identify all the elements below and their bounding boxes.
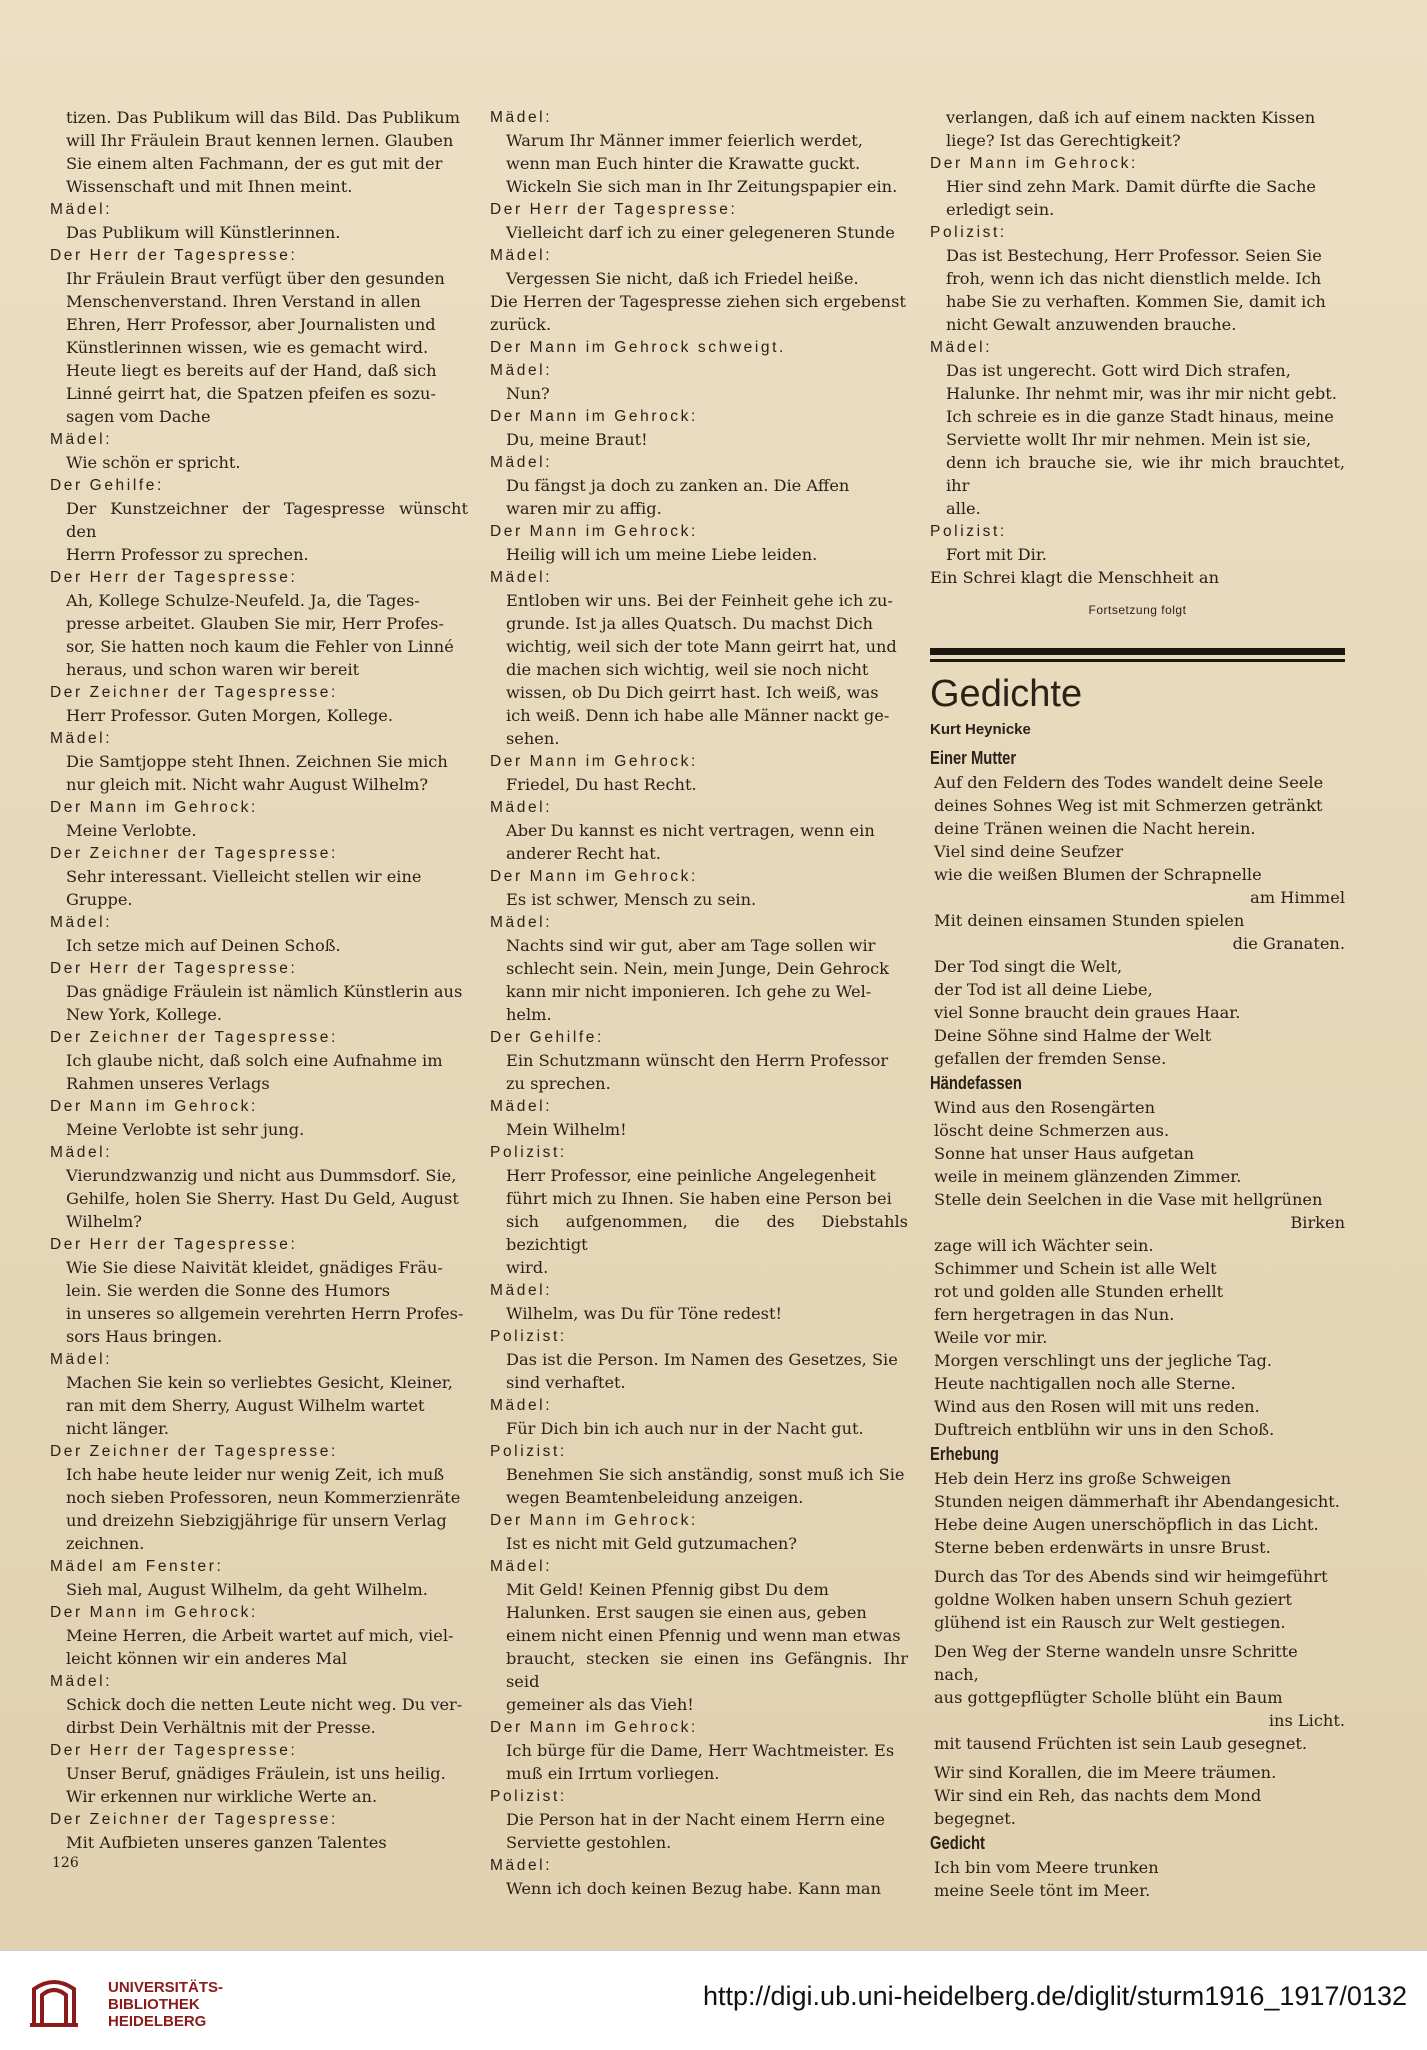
dialogue-line: Ich setze mich auf Deinen Schoß. bbox=[66, 936, 341, 955]
speaker-label: Der Mann im Gehrock: bbox=[50, 799, 258, 816]
speaker-label: Der Herr der Tagespresse: bbox=[50, 1236, 298, 1253]
dialogue-line: Rahmen unseres Verlags bbox=[66, 1074, 270, 1093]
dialogue-line: Ehren, Herr Professor, aber Journalisten und bbox=[66, 315, 436, 334]
dialogue-line: Für Dich bin ich auch nur in der Nacht gut. bbox=[506, 1419, 864, 1438]
dialogue-line: Wilhelm? bbox=[66, 1212, 142, 1231]
speaker-label: Der Mann im Gehrock: bbox=[490, 523, 698, 540]
speaker-label: Der Mann im Gehrock: bbox=[490, 1512, 698, 1529]
poem-title: Einer Mutter bbox=[930, 748, 1017, 768]
dialogue-line: wichtig, weil sich der tote Mann geirrt hat, und bbox=[506, 637, 897, 656]
dialogue-line: gemeiner als das Vieh! bbox=[506, 1695, 694, 1714]
speaker-label: Der Gehilfe: bbox=[490, 1029, 604, 1046]
column-right bbox=[930, 106, 1345, 1902]
dialogue-line: Benehmen Sie sich anständig, sonst muß ich Sie bbox=[506, 1465, 905, 1484]
speaker-label: Mädel: bbox=[490, 362, 553, 379]
dialogue-line: erledigt sein. bbox=[946, 200, 1055, 219]
dialogue-line: zu sprechen. bbox=[506, 1074, 611, 1093]
poem-title: Erhebung bbox=[930, 1444, 999, 1464]
dialogue-line: presse arbeitet. Glauben Sie mir, Herr Profes- bbox=[66, 614, 444, 633]
speaker-label: Mädel: bbox=[490, 1397, 553, 1414]
section-rule-thick bbox=[930, 648, 1345, 655]
dialogue-line: schlecht sein. Nein, mein Junge, Dein Gehrock bbox=[506, 959, 889, 978]
dialogue-line: Machen Sie kein so verliebtes Gesicht, Kleiner, bbox=[66, 1373, 453, 1392]
dialogue-line: verlangen, daß ich auf einem nackten Kissen bbox=[946, 108, 1316, 127]
speaker-label: Der Mann im Gehrock: bbox=[490, 868, 698, 885]
dialogue-line: Wir erkennen nur wirkliche Werte an. bbox=[66, 1787, 378, 1806]
poem-line: Sterne beben erdenwärts in unsre Brust. bbox=[934, 1538, 1271, 1557]
dialogue-line: in unseres so allgemein verehrten Herrn Profes- bbox=[66, 1304, 464, 1323]
poem-line: Weile vor mir. bbox=[934, 1328, 1048, 1347]
poem-title: Händefassen bbox=[930, 1073, 1022, 1093]
poem-line: ins Licht. bbox=[1268, 1711, 1345, 1730]
poem-line: glühend ist ein Rausch zur Welt gestiegen. bbox=[934, 1613, 1286, 1632]
dialogue-line: Wie Sie diese Naivität kleidet, gnädiges Fräu- bbox=[66, 1258, 443, 1277]
dialogue-line: heraus, und schon waren wir bereit bbox=[66, 660, 360, 679]
speaker-label: Polizist: bbox=[490, 1144, 567, 1161]
poem-author: Kurt Heynicke bbox=[930, 721, 1031, 738]
dialogue-line: sich aufgenommen, die des Diebstahls bezichtigt bbox=[506, 1212, 908, 1254]
speaker-label: Polizist: bbox=[930, 523, 1007, 540]
poem-line: rot und golden alle Stunden erhellt bbox=[934, 1282, 1224, 1301]
poem-line: Durch das Tor des Abends sind wir heimgeführt bbox=[934, 1567, 1328, 1586]
dialogue-line: sind verhaftet. bbox=[506, 1373, 626, 1392]
column-middle bbox=[490, 106, 908, 1900]
dialogue-line: Hier sind zehn Mark. Damit dürfte die Sache bbox=[946, 177, 1316, 196]
poem-line: Wind aus den Rosen will mit uns reden. bbox=[934, 1397, 1260, 1416]
dialogue-line: Herr Professor. Guten Morgen, Kollege. bbox=[66, 706, 394, 725]
poem-line: Wir sind ein Reh, das nachts dem Mond begegnet. bbox=[934, 1786, 1262, 1828]
poem-line: Der Tod singt die Welt, bbox=[934, 957, 1123, 976]
dialogue-line: Halunke. Ihr nehmt mir, was ihr mir nicht gebt. bbox=[946, 384, 1337, 403]
dialogue-line: sors Haus bringen. bbox=[66, 1327, 223, 1346]
dialogue-line: Schick doch die netten Leute nicht weg. Du ver- bbox=[66, 1695, 463, 1714]
poem-line: wie die weißen Blumen der Schrapnelle bbox=[934, 865, 1262, 884]
speaker-label: Der Herr der Tagespresse: bbox=[490, 201, 738, 218]
poem-line: Birken bbox=[1290, 1213, 1345, 1232]
dialogue-line: Die Person hat in der Nacht einem Herrn eine bbox=[506, 1810, 886, 1829]
poem-line: gefallen der fremden Sense. bbox=[934, 1049, 1167, 1068]
speaker-label: Der Mann im Gehrock: bbox=[50, 1098, 258, 1115]
stage-direction: Ein Schrei klagt die Menschheit an bbox=[930, 568, 1219, 587]
speaker-label: Der Mann im Gehrock: bbox=[50, 1604, 258, 1621]
poem-line: Wir sind Korallen, die im Meere träumen. bbox=[934, 1763, 1277, 1782]
poem-line: deines Sohnes Weg ist mit Schmerzen getränkt bbox=[934, 796, 1323, 815]
speaker-label: Polizist: bbox=[930, 224, 1007, 241]
speaker-label: Mädel: bbox=[490, 454, 553, 471]
dialogue-line: nicht länger. bbox=[66, 1419, 170, 1438]
speaker-label: Der Herr der Tagespresse: bbox=[50, 960, 298, 977]
poem-line: Heute nachtigallen noch alle Sterne. bbox=[934, 1374, 1236, 1393]
dialogue-line: Meine Verlobte ist sehr jung. bbox=[66, 1120, 305, 1139]
poem-line: Heb dein Herz ins große Schweigen bbox=[934, 1469, 1232, 1488]
poem-line: der Tod ist all deine Liebe, bbox=[934, 980, 1153, 999]
speaker-label: Polizist: bbox=[490, 1788, 567, 1805]
speaker-label: Mädel: bbox=[490, 1282, 553, 1299]
dialogue-line: Der Kunstzeichner der Tagespresse wünscht den bbox=[66, 499, 468, 541]
poem-title: Gedicht bbox=[930, 1833, 985, 1853]
speaker-label: Der Mann im Gehrock: bbox=[490, 408, 698, 425]
section-title: Gedichte bbox=[930, 673, 1083, 715]
poem-line: zage will ich Wächter sein. bbox=[934, 1236, 1154, 1255]
dialogue-line: nicht Gewalt anzuwenden brauche. bbox=[946, 315, 1237, 334]
speaker-label: Polizist: bbox=[490, 1328, 567, 1345]
poem-list bbox=[930, 745, 1345, 1902]
dialogue-line: anderer Recht hat. bbox=[506, 844, 661, 863]
dialogue-line: Du, meine Braut! bbox=[506, 430, 648, 449]
speaker-label: Mädel: bbox=[490, 569, 553, 586]
speaker-label: Mädel: bbox=[490, 1857, 553, 1874]
dialogue-line: Wissenschaft und mit Ihnen meint. bbox=[66, 177, 353, 196]
speaker-label: Der Zeichner der Tagespresse: bbox=[50, 1029, 338, 1046]
speaker-label: Der Gehilfe: bbox=[50, 477, 164, 494]
dialogue-line: noch sieben Professoren, neun Kommerzienräte bbox=[66, 1488, 461, 1507]
dialogue-line: Vergessen Sie nicht, daß ich Friedel heiße. bbox=[506, 269, 859, 288]
dialogue-line: sor, Sie hatten noch kaum die Fehler von Linné bbox=[66, 637, 454, 656]
library-name-line1: UNIVERSITÄTS- bbox=[108, 1979, 224, 1996]
poem-line: die Granaten. bbox=[1232, 934, 1345, 953]
dialogue-line: einem nicht einen Pfennig und wenn man etwas bbox=[506, 1626, 901, 1645]
speaker-label: Der Zeichner der Tagespresse: bbox=[50, 1811, 338, 1828]
dialogue-line: Mit Aufbieten unseres ganzen Talentes bbox=[66, 1833, 387, 1852]
poem-line: Ich bin vom Meere trunken bbox=[934, 1858, 1159, 1877]
dialogue-line: Das gnädige Fräulein ist nämlich Künstlerin aus bbox=[66, 982, 463, 1001]
dialogue-line: zeichnen. bbox=[66, 1534, 145, 1553]
poem-line: viel Sonne braucht dein graues Haar. bbox=[934, 1003, 1241, 1022]
poem-line: Wind aus den Rosengärten bbox=[934, 1098, 1156, 1117]
speaker-label: Der Zeichner der Tagespresse: bbox=[50, 1443, 338, 1460]
dialogue-line: Heute liegt es bereits auf der Hand, daß sich bbox=[66, 361, 437, 380]
dialogue-line: Ist es nicht mit Geld gutzumachen? bbox=[506, 1534, 797, 1553]
speaker-label: Mädel: bbox=[490, 1098, 553, 1115]
poem-line: Deine Söhne sind Halme der Welt bbox=[934, 1026, 1212, 1045]
library-name-line2: BIBLIOTHEK bbox=[108, 1996, 200, 2013]
dialogue-line: Herr Professor, eine peinliche Angelegenheit bbox=[506, 1166, 876, 1185]
speaker-label: Der Mann im Gehrock: bbox=[490, 753, 698, 770]
poem-line: Duftreich entblühn wir uns in den Schoß. bbox=[934, 1420, 1275, 1439]
dialogue-line: habe Sie zu verhaften. Kommen Sie, damit ich bbox=[946, 292, 1326, 311]
speaker-label: Mädel: bbox=[50, 730, 113, 747]
dialogue-line: liege? Ist das Gerechtigkeit? bbox=[946, 131, 1181, 150]
drama-continuation bbox=[930, 106, 1345, 589]
poem-line: löscht deine Schmerzen aus. bbox=[934, 1121, 1170, 1140]
speaker-label: Mädel: bbox=[490, 1558, 553, 1575]
dialogue-line: Ich bürge für die Dame, Herr Wachtmeister. Es bbox=[506, 1741, 895, 1760]
speaker-label: Der Zeichner der Tagespresse: bbox=[50, 684, 338, 701]
dialogue-line: Menschenverstand. Ihren Verstand in allen bbox=[66, 292, 421, 311]
dialogue-line: leicht können wir ein anderes Mal bbox=[66, 1649, 348, 1668]
dialogue-line: Meine Herren, die Arbeit wartet auf mich, viel- bbox=[66, 1626, 454, 1645]
speaker-label: Mädel: bbox=[930, 339, 993, 356]
dialogue-line: Friedel, Du hast Recht. bbox=[506, 775, 697, 794]
dialogue-line: denn ich brauche sie, wie ihr mich brauchtet, ihr bbox=[946, 453, 1345, 495]
dialogue-line: nur gleich mit. Nicht wahr August Wilhelm? bbox=[66, 775, 429, 794]
poem-line: Mit deinen einsamen Stunden spielen bbox=[934, 911, 1245, 930]
dialogue-line: Serviette wollt Ihr mir nehmen. Mein ist sie, bbox=[946, 430, 1312, 449]
dialogue-line: Das ist ungerecht. Gott wird Dich strafen, bbox=[946, 361, 1291, 380]
dialogue-line: wird. bbox=[506, 1258, 549, 1277]
library-name-line3: HEIDELBERG bbox=[108, 2013, 207, 2030]
dialogue-line: New York, Kollege. bbox=[66, 1005, 223, 1024]
poem-line: Stunden neigen dämmerhaft ihr Abendangesicht. bbox=[934, 1492, 1340, 1511]
dialogue-line: Wilhelm, was Du für Töne redest! bbox=[506, 1304, 782, 1323]
poem-line: Schimmer und Schein ist alle Welt bbox=[934, 1259, 1217, 1278]
dialogue-line: und dreizehn Siebzigjährige für unsern Verlag bbox=[66, 1511, 447, 1530]
dialogue-line: muß ein Irrtum vorliegen. bbox=[506, 1764, 720, 1783]
dialogue-line: sehen. bbox=[506, 729, 560, 748]
dialogue-line: Sehr interessant. Vielleicht stellen wir eine bbox=[66, 867, 422, 886]
dialogue-line: Gehilfe, holen Sie Sherry. Hast Du Geld, August bbox=[66, 1189, 459, 1208]
dialogue-line: Künstlerinnen wissen, wie es gemacht wird. bbox=[66, 338, 429, 357]
speaker-label: Mädel: bbox=[490, 109, 553, 126]
dialogue-line: Wickeln Sie sich man in Ihr Zeitungspapier ein. bbox=[506, 177, 898, 196]
dialogue-line: Das ist Bestechung, Herr Professor. Seien Sie bbox=[946, 246, 1322, 265]
dialogue-line: Ich habe heute leider nur wenig Zeit, ich muß bbox=[66, 1465, 445, 1484]
dialogue-line: Die Samtjoppe steht Ihnen. Zeichnen Sie mich bbox=[66, 752, 448, 771]
poem-line: deine Tränen weinen die Nacht herein. bbox=[934, 819, 1256, 838]
dialogue-line: wenn man Euch hinter die Krawatte guckt. bbox=[506, 154, 861, 173]
poem-line: meine Seele tönt im Meer. bbox=[934, 1881, 1151, 1900]
speaker-label: Mädel: bbox=[490, 799, 553, 816]
poem-line: mit tausend Früchten ist sein Laub gesegnet. bbox=[934, 1734, 1308, 1753]
page-number: 126 bbox=[52, 1855, 79, 1871]
dialogue-line: Halunken. Erst saugen sie einen aus, geben bbox=[506, 1603, 867, 1622]
speaker-label: Mädel: bbox=[50, 914, 113, 931]
dialogue-line: Aber Du kannst es nicht vertragen, wenn ein bbox=[506, 821, 875, 840]
speaker-label: Mädel: bbox=[490, 247, 553, 264]
dialogue-line: wegen Beamtenbeleidung anzeigen. bbox=[506, 1488, 804, 1507]
stage-direction: Die Herren der Tagespresse ziehen sich ergebenst bbox=[490, 292, 906, 311]
speaker-label: Der Herr der Tagespresse: bbox=[50, 1742, 298, 1759]
dialogue-line: Mein Wilhelm! bbox=[506, 1120, 627, 1139]
dialogue-line: führt mich zu Ihnen. Sie haben eine Person bei bbox=[506, 1189, 892, 1208]
speaker-label: Mädel am Fenster: bbox=[50, 1558, 224, 1575]
dialogue-line: ran mit dem Sherry, August Wilhelm wartet bbox=[66, 1396, 425, 1415]
dialogue-line: Nachts sind wir gut, aber am Tage sollen wir bbox=[506, 936, 876, 955]
dialogue-line: will Ihr Fräulein Braut kennen lernen. Glauben bbox=[66, 131, 454, 150]
dialogue-line: kann mir nicht imponieren. Ich gehe zu Wel- bbox=[506, 982, 872, 1001]
poem-line: Auf den Feldern des Todes wandelt deine Seele bbox=[934, 773, 1324, 792]
poem-line: weile in meinem glänzenden Zimmer. bbox=[934, 1167, 1242, 1186]
speaker-label: Mädel: bbox=[50, 431, 113, 448]
book-arch-icon bbox=[28, 1975, 80, 2029]
continuation-note: Fortsetzung folgt bbox=[1088, 603, 1187, 617]
dialogue-line: Es ist schwer, Mensch zu sein. bbox=[506, 890, 757, 909]
poem-line: Viel sind deine Seufzer bbox=[934, 842, 1124, 861]
poem-line: fern hergetragen in das Nun. bbox=[934, 1305, 1175, 1324]
dialogue-line: Vierundzwanzig und nicht aus Dummsdorf. Sie, bbox=[66, 1166, 457, 1185]
dialogue-line: Entloben wir uns. Bei der Feinheit gehe ich zu- bbox=[506, 591, 893, 610]
dialogue-line: Vielleicht darf ich zu einer gelegeneren Stunde bbox=[506, 223, 895, 242]
poem-line: Hebe deine Augen unerschöpflich in das Licht. bbox=[934, 1515, 1319, 1534]
dialogue-line: dirbst Dein Verhältnis mit der Presse. bbox=[66, 1718, 376, 1737]
dialogue-line: Ein Schutzmann wünscht den Herrn Professor bbox=[506, 1051, 889, 1070]
dialogue-line: tizen. Das Publikum will das Bild. Das Publikum bbox=[66, 108, 460, 127]
dialogue-line: ich weiß. Denn ich habe alle Männer nackt ge- bbox=[506, 706, 890, 725]
dialogue-line: Fort mit Dir. bbox=[946, 545, 1047, 564]
poem-line: Stelle dein Seelchen in die Vase mit hellgrünen bbox=[934, 1190, 1323, 1209]
dialogue-line: sagen vom Dache bbox=[66, 407, 211, 426]
dialogue-line: Heilig will ich um meine Liebe leiden. bbox=[506, 545, 818, 564]
dialogue-line: lein. Sie werden die Sonne des Humors bbox=[66, 1281, 391, 1300]
poem-line: Morgen verschlingt uns der jegliche Tag. bbox=[934, 1351, 1272, 1370]
dialogue-line: Gruppe. bbox=[66, 890, 133, 909]
speaker-label: Der Mann im Gehrock: bbox=[930, 155, 1138, 172]
dialogue-line: helm. bbox=[506, 1005, 552, 1024]
poem-line: Sonne hat unser Haus aufgetan bbox=[934, 1144, 1194, 1163]
dialogue-line: Sie einem alten Fachmann, der es gut mit der bbox=[66, 154, 443, 173]
dialogue-line: wissen, ob Du Dich geirrt hast. Ich weiß, was bbox=[506, 683, 879, 702]
dialogue-line: Meine Verlobte. bbox=[66, 821, 197, 840]
dialogue-line: Warum Ihr Männer immer feierlich werdet, bbox=[506, 131, 863, 150]
dialogue-line: die machen sich wichtig, weil sie noch nicht bbox=[506, 660, 869, 679]
speaker-label: Polizist: bbox=[490, 1443, 567, 1460]
speaker-label: Der Mann im Gehrock schweigt. bbox=[490, 339, 786, 356]
dialogue-line: Nun? bbox=[506, 384, 550, 403]
viewer-footer bbox=[0, 1950, 1427, 2050]
speaker-label: Mädel: bbox=[490, 914, 553, 931]
column-left bbox=[50, 106, 468, 1854]
poem-line: aus gottgepflügter Scholle blüht ein Baum bbox=[934, 1688, 1283, 1707]
dialogue-line: Unser Beruf, gnädiges Fräulein, ist uns heilig. bbox=[66, 1764, 446, 1783]
speaker-label: Der Zeichner der Tagespresse: bbox=[50, 845, 338, 862]
dialogue-line: froh, wenn ich das nicht dienstlich melde. Ich bbox=[946, 269, 1322, 288]
dialogue-line: alle. bbox=[946, 499, 981, 518]
speaker-label: Der Mann im Gehrock: bbox=[490, 1719, 698, 1736]
dialogue-line: Linné geirrt hat, die Spatzen pfeifen es sozu- bbox=[66, 384, 436, 403]
dialogue-line: Ich schreie es in die ganze Stadt hinaus, meine bbox=[946, 407, 1334, 426]
dialogue-line: Serviette gestohlen. bbox=[506, 1833, 672, 1852]
library-name bbox=[108, 1979, 223, 2030]
speaker-label: Mädel: bbox=[50, 1351, 113, 1368]
dialogue-line: Mit Geld! Keinen Pfennig gibst Du dem bbox=[506, 1580, 829, 1599]
dialogue-line: waren mir zu affig. bbox=[506, 499, 662, 518]
dialogue-line: Das ist die Person. Im Namen des Gesetzes, Sie bbox=[506, 1350, 898, 1369]
dialogue-line: Du fängst ja doch zu zanken an. Die Affen bbox=[506, 476, 850, 495]
poem-line: Den Weg der Sterne wandeln unsre Schritte nach, bbox=[934, 1642, 1298, 1684]
speaker-label: Der Herr der Tagespresse: bbox=[50, 569, 298, 586]
speaker-label: Der Herr der Tagespresse: bbox=[50, 247, 298, 264]
dialogue-line: braucht, stecken sie einen ins Gefängnis. Ihr seid bbox=[506, 1649, 908, 1691]
section-rule-thin bbox=[930, 659, 1345, 662]
dialogue-line: Ihr Fräulein Braut verfügt über den gesunden bbox=[66, 269, 445, 288]
dialogue-line: Ich glaube nicht, daß solch eine Aufnahme im bbox=[66, 1051, 443, 1070]
speaker-label: Mädel: bbox=[50, 1673, 113, 1690]
speaker-label: Mädel: bbox=[50, 1144, 113, 1161]
dialogue-line: Das Publikum will Künstlerinnen. bbox=[66, 223, 341, 242]
source-url[interactable]: http://digi.ub.uni-heidelberg.de/diglit/sturm1916_1917/0132 bbox=[702, 1981, 1407, 2011]
stage-direction: zurück. bbox=[490, 315, 552, 334]
poem-line: goldne Wolken haben unsern Schuh geziert bbox=[934, 1590, 1292, 1609]
dialogue-line: Sieh mal, August Wilhelm, da geht Wilhelm. bbox=[66, 1580, 428, 1599]
dialogue-line: Wenn ich doch keinen Bezug habe. Kann man bbox=[506, 1879, 882, 1898]
dialogue-line: Ah, Kollege Schulze-Neufeld. Ja, die Tages- bbox=[66, 591, 420, 610]
dialogue-line: Wie schön er spricht. bbox=[66, 453, 241, 472]
speaker-label: Mädel: bbox=[50, 201, 113, 218]
poem-line: am Himmel bbox=[1250, 888, 1345, 907]
dialogue-line: Herrn Professor zu sprechen. bbox=[66, 545, 309, 564]
dialogue-line: grunde. Ist ja alles Quatsch. Du machst Dich bbox=[506, 614, 873, 633]
